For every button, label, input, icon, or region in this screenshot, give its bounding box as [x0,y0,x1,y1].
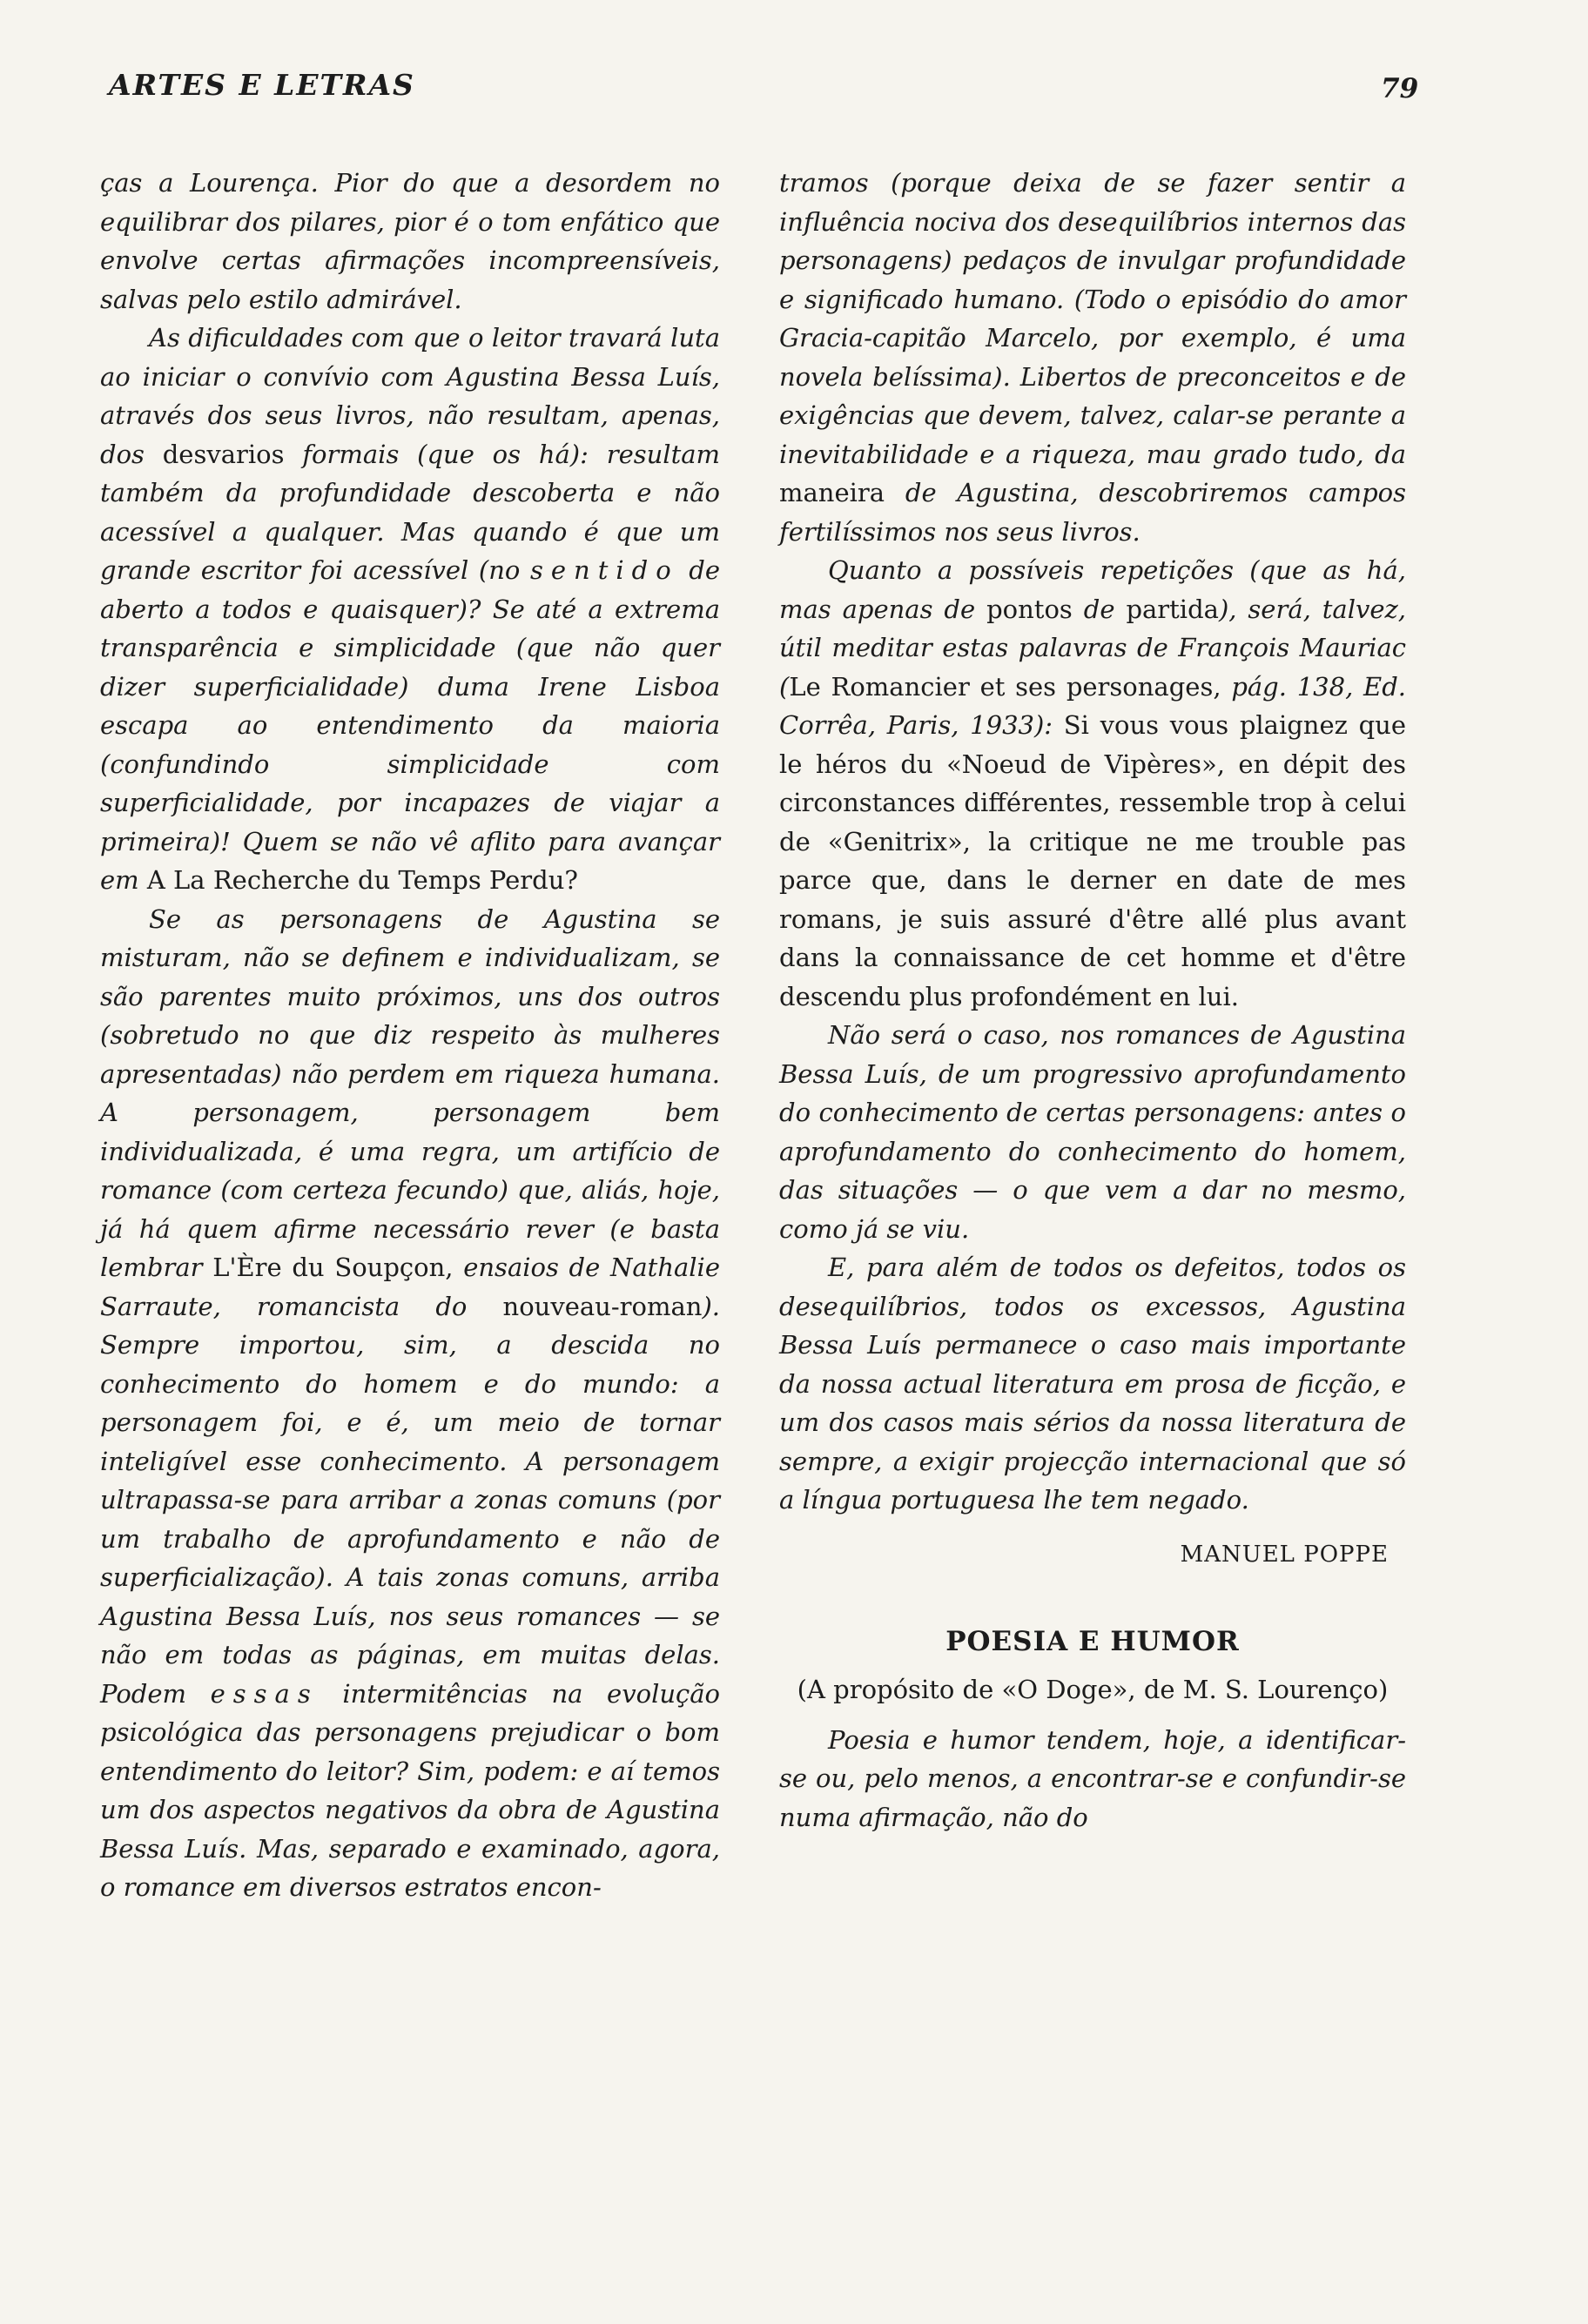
text-run: pontos [986,594,1073,624]
paragraph [779,551,1406,1016]
text-run: Se as personagens de Agustina se misturam, não se definem e individualizam, se são parentes muito próximos, uns dos outros (sobretudo no que diz respeito às mulheres apresentadas) não perdem em riqueza humana. A personagem, personagem bem individualizada, é uma regra, um artifício de romance (com certeza fecundo) que, aliás, hoje, já há quem afirme necessário rever (e basta lembrar [100,903,720,1282]
text-run: de Agustina, descobriremos campos fertilíssimos nos seus livros. [779,478,1407,547]
text-run: ensaios de Nathalie Sarraute, romancista do [100,1253,720,1321]
running-head: ARTES E LETRAS [109,68,415,102]
paragraph: Não será o caso, nos romances de Agustina Bessa Luís, de um progressivo aprofundamento do conhecimento de certas personagens: antes o aprofundamento do conhecimento do homem, das situações — o que vem a dar no mesmo, como já se viu. [779,1020,1406,1244]
book-title: Le Romancier et ses personages, [789,671,1221,702]
paragraph [100,319,720,900]
text-run: maneira [779,478,885,507]
book-title: A La Recherche du Temps Perdu? [146,865,578,895]
page-number: 79 [1381,73,1419,104]
paragraph: E, para além de todos os defeitos, todos os desequilíbrios, todos os excessos, Agustina Bessa Luís permanece o caso mais importante da nossa actual literatura em prosa de ficção, e um dos casos mais sérios da nossa literatura de sempre, a exigir projecção internacional que só a língua portuguesa lhe tem negado. [779,1253,1406,1515]
paragraph [100,900,720,1907]
book-title: L'Ère du Soupçon, [212,1253,454,1282]
spaced-word: essas [210,1678,319,1709]
paragraph: Poesia e humor tendem, hoje, a identificar-se ou, pelo menos, a encontrar-se e confundir-se numa afirmação, não do [779,1724,1406,1832]
spaced-word: sentido [529,555,679,585]
text-run: de aberto a todos e quaisquer)? Se até a extrema transparência e simplicidade (que não quer dizer superficialidade) duma Irene Lisboa escapa ao entendimento da maioria (confundindo simplicidade com superficialidade, por incapazes de viajar a primeira)! Quem se não vê aflito para avançar em [100,555,721,895]
text-run: de [1083,594,1115,624]
text-run: ). Sempre importou, sim, a descida no conhecimento do homem e do mundo: a personagem foi, e é, um meio de tornar inteligível esse conhecimento. A personagem ultrapassa-se para arribar a zonas comuns (por um trabalho de aprofundamento e não de superficialização). A tais zonas comuns, arriba Agustina Bessa Luís, nos seus romances — se não em todas as páginas, em muitas delas. Podem [100,1291,720,1709]
text-run: desvarios [162,439,285,469]
text-run: As dificuldades com que o leitor travará luta ao iniciar o convívio com Agustina Bessa Luís, através dos seus livros, não resultam, apenas, dos [100,323,720,469]
paragraph [779,164,1406,551]
section-subtitle: (A propósito de «O Doge», de M. S. Lourenço) [797,1674,1389,1704]
text-run: ), será, talvez, útil meditar estas palavras de François Mauriac ( [779,594,1407,702]
text-run: partida [1126,594,1219,624]
left-column [100,164,720,1907]
signature: MANUEL POPPE [1180,1541,1389,1568]
text-run: Quanto a possíveis repetições (que as há, mas apenas de [779,555,1406,624]
text-run: formais (que os há): resultam também da profundidade descoberta e não acessível a qualquer. Mas quando é que um grande escritor foi acessível (no [100,439,721,585]
paragraph: ças a Lourença. Pior do que a desordem no equilibrar dos pilares, pior é o tom enfático que envolve certas afirmações incompreensíveis, salvas pelo estilo admirável. [100,168,720,314]
text-run: tramos (porque deixa de se fazer sentir a influência nociva dos desequilíbrios internos das personagens) pedaços de invulgar profundidade e significado humano. (Todo o episódio do amor Gracia-capitão Marcelo, por exemplo, é uma novela belíssima). Libertos de preconceitos e de exigências que devem, talvez, calar-se perante a inevitabilidade e a riqueza, mau grado tudo, da [779,168,1406,469]
text-run: intermitências na evolução psicológica das personagens prejudicar o bom entendimento do leitor? Sim, podem: e aí temos um dos aspectos negativos da obra de Agustina Bessa Luís. Mas, separado e examinado, agora, o romance em diversos estratos encon- [100,1678,721,1902]
section-title: POESIA E HUMOR [945,1626,1240,1657]
text-run: nouveau-roman [502,1291,703,1321]
text-run: pág. 138, Ed. Corrêa, Paris, 1933): [779,671,1407,740]
right-column [779,164,1406,1837]
quotation: Si vous vous plaignez que le héros du «Noeud de Vipères», en dépit des circonstances différentes, ressemble trop à celui de «Genitrix», la critique ne me trouble pas parce que, dans le derner en date de mes romans, je suis assuré d'être allé plus avant dans la connaissance de cet homme et d'être descendu plus profondément en lui. [779,710,1407,1011]
